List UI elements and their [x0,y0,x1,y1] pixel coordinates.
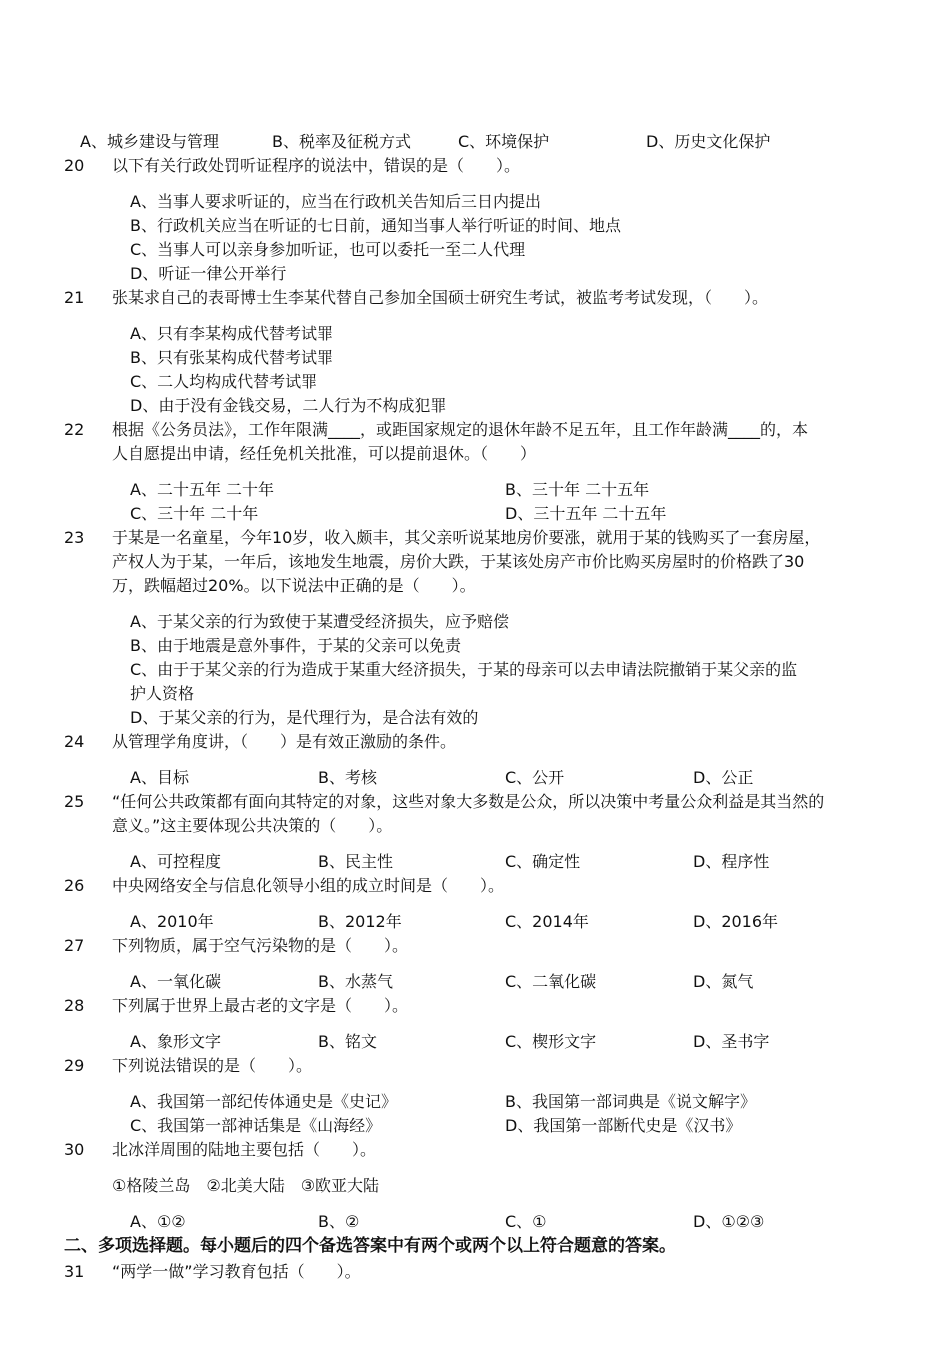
option-a: A、城乡建设与管理 [80,132,219,151]
question-number: 24 [64,732,85,751]
option-b: B、税率及征税方式 [272,132,411,151]
question-stem-line: “任何公共政策都有面向其特定的对象，这些对象大多数是公众，所以决策中考量公众利益是其当然的 [112,792,825,811]
question-number: 25 [64,792,85,811]
option-a: A、一氧化碳 [130,972,221,991]
option-c: C、三十年 二十年 [130,504,259,523]
option-c: C、2014年 [505,912,589,931]
question-number: 23 [64,528,85,547]
option-a: A、二十五年 二十年 [130,480,275,499]
option-a: A、当事人要求听证的，应当在行政机关告知后三日内提出 [130,192,541,211]
option-b: B、由于地震是意外事件，于某的父亲可以免责 [130,636,461,655]
question-stem: 中央网络安全与信息化领导小组的成立时间是（ ）。 [112,876,505,895]
question-number: 27 [64,936,85,955]
option-c: C、确定性 [505,852,581,871]
option-d: D、三十五年 二十五年 [505,504,667,523]
option-d: D、氮气 [693,972,754,991]
option-c: C、① [505,1212,547,1231]
question-stem-line: 根据《公务员法》，工作年限满____，或距国家规定的退休年龄不足五年，且工作年龄满____的，本 [112,420,809,439]
option-c: C、由于于某父亲的行为造成于某重大经济损失，于某的母亲可以去申请法院撤销于某父亲的监 [130,660,798,679]
option-a: A、①② [130,1212,186,1231]
option-d: D、由于没有金钱交易，二人行为不构成犯罪 [130,396,447,415]
option-d: D、历史文化保护 [646,132,771,151]
question-stem: 下列说法错误的是（ ）。 [112,1056,313,1075]
question-number: 21 [64,288,85,307]
question-stem: 张某求自己的表哥博士生李某代替自己参加全国硕士研究生考试，被监考考试发现，（ ）。 [112,288,769,307]
option-b: B、② [318,1212,360,1231]
question-number: 30 [64,1140,85,1159]
option-a: A、我国第一部纪传体通史是《史记》 [130,1092,397,1111]
option-d: D、于某父亲的行为，是代理行为，是合法有效的 [130,708,479,727]
option-d: D、我国第一部断代史是《汉书》 [505,1116,742,1135]
option-d: D、听证一律公开举行 [130,264,287,283]
option-c: C、二人均构成代替考试罪 [130,372,318,391]
question-items: ①格陵兰岛 ②北美大陆 ③欧亚大陆 [112,1176,380,1195]
option-c: C、我国第一部神话集是《山海经》 [130,1116,382,1135]
option-c: C、楔形文字 [505,1032,597,1051]
question-stem: “两学一做”学习教育包括（ ）。 [112,1262,361,1281]
question-number: 20 [64,156,85,175]
question-stem: 下列物质，属于空气污染物的是（ ）。 [112,936,409,955]
option-a: A、只有李某构成代替考试罪 [130,324,333,343]
question-number: 26 [64,876,85,895]
option-d: D、①②③ [693,1212,765,1231]
option-c: C、二氧化碳 [505,972,597,991]
question-stem-line: 人自愿提出申请，经任免机关批准，可以提前退休。（ ） [112,444,537,463]
question-stem: 北冰洋周围的陆地主要包括（ ）。 [112,1140,377,1159]
question-stem-line: 意义。”这主要体现公共决策的（ ）。 [112,816,393,835]
option-d: D、圣书字 [693,1032,770,1051]
question-stem-line: 于某是一名童星，今年10岁，收入颇丰，其父亲听说某地房价要涨，就用于某的钱购买了一套房屋， [112,528,821,547]
option-a: A、2010年 [130,912,214,931]
question-stem-line: 万，跌幅超过20%。以下说法中正确的是（ ）。 [112,576,476,595]
option-d: D、公正 [693,768,754,787]
question-number: 29 [64,1056,85,1075]
option-b: B、水蒸气 [318,972,393,991]
question-stem: 以下有关行政处罚听证程序的说法中，错误的是（ ）。 [112,156,521,175]
option-c: C、环境保护 [458,132,550,151]
section-heading: 二、多项选择题。每小题后的四个备选答案中有两个或两个以上符合题意的答案。 [64,1236,676,1256]
option-b: B、三十年 二十五年 [505,480,650,499]
option-a: A、目标 [130,768,189,787]
option-b: B、考核 [318,768,377,787]
option-b: B、行政机关应当在听证的七日前，通知当事人举行听证的时间、地点 [130,216,621,235]
question-number: 28 [64,996,85,1015]
option-a: A、可控程度 [130,852,221,871]
question-stem-line: 产权人为于某，一年后，该地发生地震，房价大跌，于某该处房产市价比购买房屋时的价格跌了30 [112,552,805,571]
option-b: B、民主性 [318,852,393,871]
option-c: C、当事人可以亲身参加听证，也可以委托一至二人代理 [130,240,526,259]
option-b: B、铭文 [318,1032,377,1051]
option-b: B、只有张某构成代替考试罪 [130,348,333,367]
question-stem: 从管理学角度讲，（ ）是有效正激励的条件。 [112,732,457,751]
option-d: D、2016年 [693,912,779,931]
option-b: B、2012年 [318,912,402,931]
option-a: A、象形文字 [130,1032,221,1051]
question-number: 22 [64,420,85,439]
question-stem: 下列属于世界上最古老的文字是（ ）。 [112,996,409,1015]
option-d: D、程序性 [693,852,770,871]
option-c-continued: 护人资格 [130,684,195,703]
option-c: C、公开 [505,768,565,787]
option-a: A、于某父亲的行为致使于某遭受经济损失，应予赔偿 [130,612,509,631]
option-b: B、我国第一部词典是《说文解字》 [505,1092,756,1111]
question-number: 31 [64,1262,85,1281]
